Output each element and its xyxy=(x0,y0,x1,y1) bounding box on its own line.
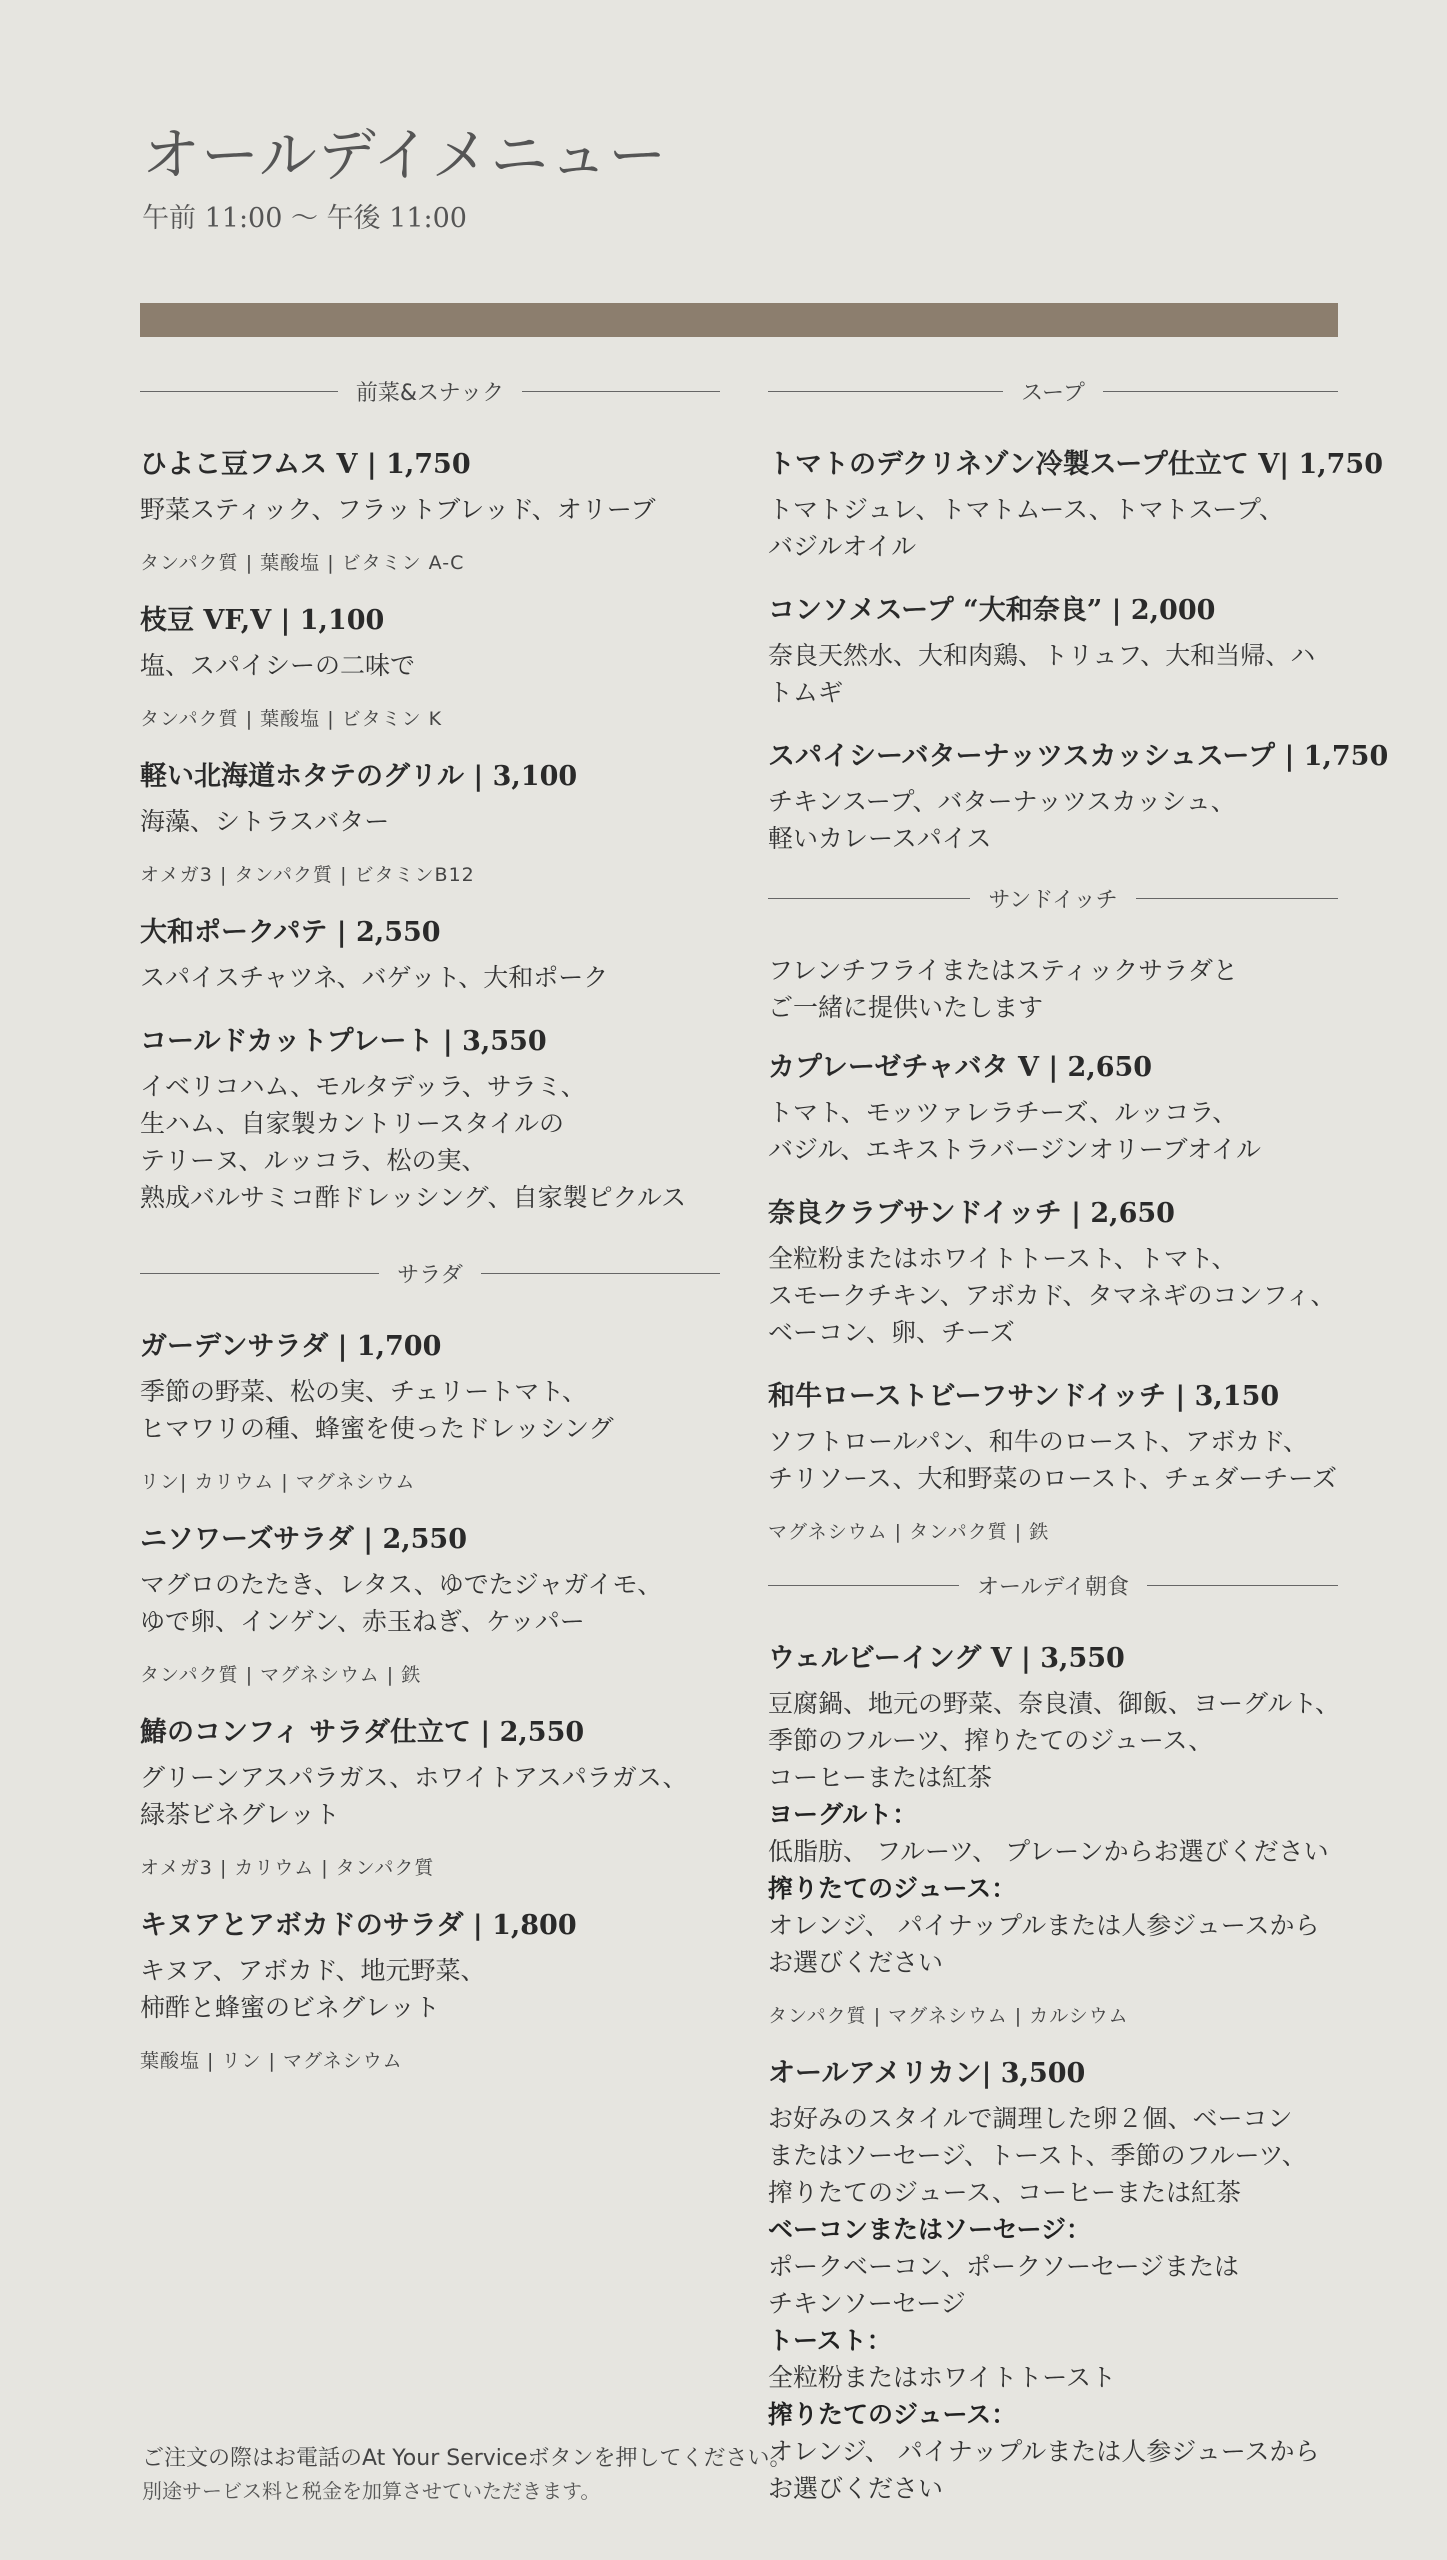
menu-item xyxy=(768,1377,1338,1544)
detail-line: お好みのスタイルで調理した卵２個、ベーコン xyxy=(768,2104,1293,2133)
item-name: ガーデンサラダ | 1,700 xyxy=(140,1331,442,1362)
menu-item xyxy=(140,601,720,731)
section-heading: サラダ xyxy=(140,1258,720,1289)
item-name: 大和ポークパテ | 2,550 xyxy=(140,917,441,948)
item-name: 奈良クラブサンドイッチ | 2,650 xyxy=(768,1198,1175,1229)
menu-item xyxy=(768,445,1383,565)
item-name: 枝豆 VF,V | 1,100 xyxy=(140,605,385,636)
menu-item xyxy=(768,1194,1338,1351)
detail-line: 豆腐鍋、地元の野菜、奈良漬、御飯、ヨーグルト、 xyxy=(768,1689,1341,1718)
menu-item xyxy=(140,757,720,887)
item-description: ソフトロールパン、和牛のロースト、アボカド、 チリソース、大和野菜のロースト、チェダーチーズ xyxy=(768,1427,1338,1493)
detail-line: またはソーセージ、トースト、季節のフルーツ、 xyxy=(768,2141,1307,2170)
section-salads xyxy=(140,1258,720,2073)
item-name: コンソメスープ “大和奈良” | 2,000 xyxy=(768,595,1216,626)
detail-line: 季節のフルーツ、搾りたてのジュース、 xyxy=(768,1726,1214,1755)
item-details xyxy=(768,2100,1338,2507)
nutrition-tags: タンパク質 | マグネシウム | 鉄 xyxy=(140,1664,422,1686)
nutrition-tags: タンパク質 | マグネシウム | カルシウム xyxy=(768,2005,1129,2027)
section-intro: フレンチフライまたはスティックサラダと ご一緒に提供いたします xyxy=(768,956,1238,1022)
item-name: ニソワーズサラダ | 2,550 xyxy=(140,1524,468,1555)
item-description: 奈良天然水、大和肉鶏、トリュフ、大和当帰、ハトムギ xyxy=(768,641,1316,707)
menu-item xyxy=(768,737,1389,857)
footer-order-note: ご注文の際はお電話のAt Your Serviceボタンを押してください。 xyxy=(142,2446,792,2471)
nutrition-tags: マグネシウム | タンパク質 | 鉄 xyxy=(768,1521,1050,1543)
item-name: トマトのデクリネゾン冷製スープ仕立て V| 1,750 xyxy=(768,449,1383,480)
section-starters xyxy=(140,376,720,1216)
header-divider-bar xyxy=(140,303,1338,337)
nutrition-tags: オメガ3 | タンパク質 | ビタミンB12 xyxy=(140,864,475,886)
item-name: コールドカットプレート | 3,550 xyxy=(140,1026,547,1057)
item-name: 鰆のコンフィ サラダ仕立て | 2,550 xyxy=(140,1717,585,1748)
menu-item xyxy=(140,1327,720,1494)
item-description: スパイスチャツネ、バゲット、大和ポーク xyxy=(140,963,609,992)
detail-line: ポークベーコン、ポークソーセージまたは xyxy=(768,2252,1240,2281)
menu-item xyxy=(768,2054,1338,2507)
menu-item xyxy=(140,1520,720,1687)
detail-line: 全粒粉またはホワイトトースト xyxy=(768,2363,1117,2392)
section-soups xyxy=(768,376,1389,857)
item-name: 軽い北海道ホタテのグリル | 3,100 xyxy=(140,761,578,792)
item-name: キヌアとアボカドのサラダ | 1,800 xyxy=(140,1910,577,1941)
item-name: スパイシーバターナッツスカッシュスープ | 1,750 xyxy=(768,741,1389,772)
item-description: 季節の野菜、松の実、チェリートマト、 ヒマワリの種、蜂蜜を使ったドレッシング xyxy=(140,1377,614,1443)
menu-item xyxy=(140,445,720,575)
detail-line: チキンソーセージ xyxy=(768,2289,966,2318)
section-heading: スープ xyxy=(768,376,1338,407)
footer-notes xyxy=(142,2442,792,2506)
nutrition-tags: リン| カリウム | マグネシウム xyxy=(140,1471,416,1493)
item-description: イベリコハム、モルタデッラ、サラミ、 生ハム、自家製カントリースタイルの テリーヌ、ルッコラ、松の実、 熟成バルサミコ酢ドレッシング、自家製ピクルス xyxy=(140,1072,687,1212)
option-label: 搾りたてのジュース： xyxy=(768,1874,1017,1903)
option-label: ヨーグルト： xyxy=(768,1800,918,1829)
item-description: トマト、モッツァレラチーズ、ルッコラ、 バジル、エキストラバージンオリーブオイル xyxy=(768,1098,1262,1164)
item-name: ひよこ豆フムス V | 1,750 xyxy=(140,449,471,480)
item-description: 塩、スパイシーの二味で xyxy=(140,651,416,680)
detail-line: 低脂肪、 フルーツ、 プレーンからお選びください xyxy=(768,1837,1329,1866)
item-description: グリーンアスパラガス、ホワイトアスパラガス、 緑茶ビネグレット xyxy=(140,1763,688,1829)
menu-item xyxy=(768,591,1338,711)
section-breakfast xyxy=(768,1570,1341,2507)
item-name: カプレーゼチャバタ V | 2,650 xyxy=(768,1052,1153,1083)
detail-line: オレンジ、 パイナップルまたは人参ジュースから xyxy=(768,1911,1320,1940)
nutrition-tags: タンパク質 | 葉酸塩 | ビタミン A-C xyxy=(140,552,465,574)
footer-tax-note: 別途サービス料と税金を加算させていただきます。 xyxy=(142,2479,601,2503)
nutrition-tags: タンパク質 | 葉酸塩 | ビタミン K xyxy=(140,708,443,730)
right-column xyxy=(768,370,1389,2533)
item-description: マグロのたたき、レタス、ゆでたジャガイモ、 ゆで卵、インゲン、赤玉ねぎ、ケッパー xyxy=(140,1570,663,1636)
page-title: オールデイメニュー xyxy=(142,121,668,189)
menu-item xyxy=(140,1906,720,2073)
item-details xyxy=(768,1685,1341,1981)
section-heading: サンドイッチ xyxy=(768,883,1338,914)
item-name: オールアメリカン| 3,500 xyxy=(768,2058,1086,2089)
left-column xyxy=(140,370,720,2099)
item-name: ウェルビーイング V | 3,550 xyxy=(768,1643,1125,1674)
item-description: チキンスープ、バターナッツスカッシュ、 軽いカレースパイス xyxy=(768,787,1236,853)
section-heading: 前菜&スナック xyxy=(140,376,720,407)
service-hours: 午前 11:00 〜 午後 11:00 xyxy=(142,203,467,234)
item-description: 全粒粉またはホワイトトースト、トマト、 スモークチキン、アボカド、タマネギのコンフィ、 ベーコン、卵、チーズ xyxy=(768,1244,1336,1347)
detail-line: お選びください xyxy=(768,2474,944,2503)
item-description: トマトジュレ、トマトムース、トマトスープ、 バジルオイル xyxy=(768,495,1285,561)
detail-line: お選びください xyxy=(768,1948,944,1977)
nutrition-tags: オメガ3 | カリウム | タンパク質 xyxy=(140,1857,435,1879)
menu-item xyxy=(768,1639,1341,2028)
item-description: キヌア、アボカド、地元野菜、 柿酢と蜂蜜のビネグレット xyxy=(140,1956,486,2022)
item-description: 野菜スティック、フラットブレッド、オリーブ xyxy=(140,495,656,524)
item-name: 和牛ローストビーフサンドイッチ | 3,150 xyxy=(768,1381,1280,1412)
option-label: ベーコンまたはソーセージ： xyxy=(768,2215,1092,2244)
nutrition-tags: 葉酸塩 | リン | マグネシウム xyxy=(140,2050,403,2072)
item-description: 海藻、シトラスバター xyxy=(140,807,390,836)
section-heading: オールデイ朝食 xyxy=(768,1570,1338,1601)
detail-line: オレンジ、 パイナップルまたは人参ジュースから xyxy=(768,2437,1320,2466)
option-label: トースト： xyxy=(768,2326,892,2355)
menu-item xyxy=(768,1048,1338,1168)
menu-item xyxy=(140,913,720,996)
section-sandwiches xyxy=(768,883,1338,1544)
menu-item xyxy=(140,1022,720,1216)
detail-line: コーヒーまたは紅茶 xyxy=(768,1763,993,1792)
option-label: 搾りたてのジュース： xyxy=(768,2400,1017,2429)
menu-item xyxy=(140,1713,720,1880)
detail-line: 搾りたてのジュース、コーヒーまたは紅茶 xyxy=(768,2178,1242,2207)
